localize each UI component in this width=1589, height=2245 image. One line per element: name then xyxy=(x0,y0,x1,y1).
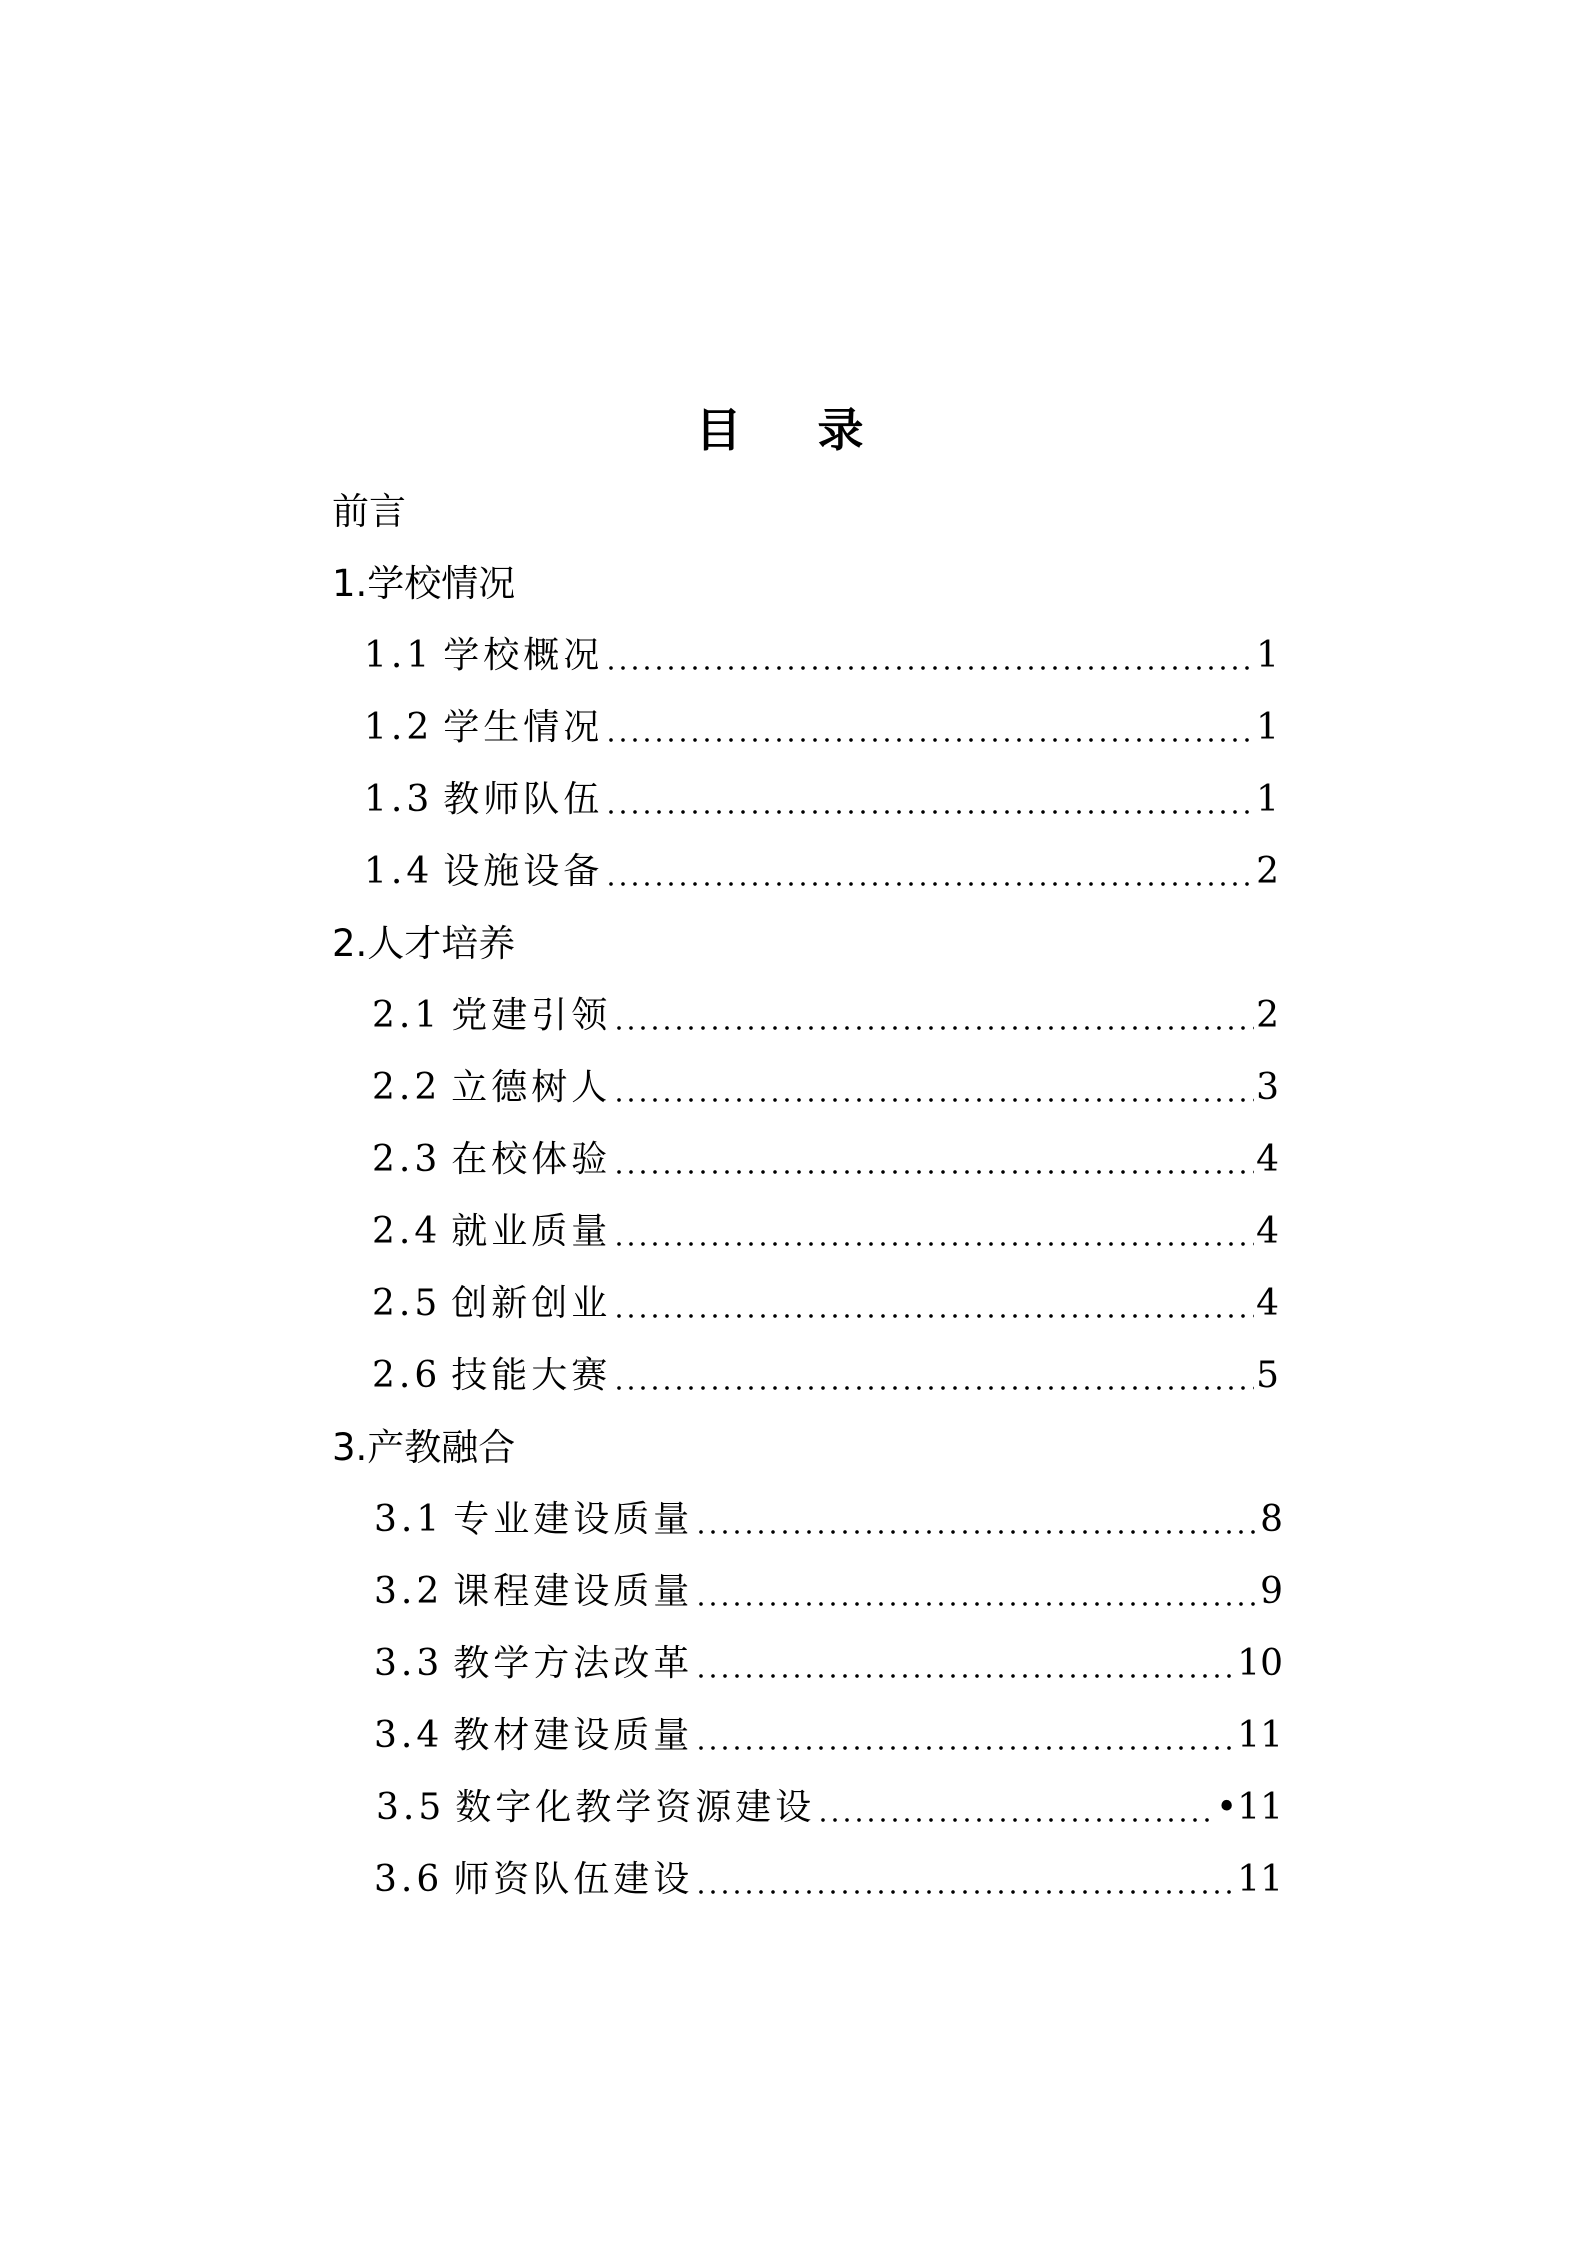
toc-entry-label: 数字化教学资源建设 xyxy=(455,1787,816,1828)
toc-entry-page: 4 xyxy=(1256,1283,1279,1324)
toc-entry-number: 3.1 xyxy=(374,1499,444,1540)
dot-leader xyxy=(605,666,1254,670)
toc-entry[interactable] xyxy=(0,1708,1589,1780)
toc-entry-label: 立德树人 xyxy=(451,1067,612,1108)
toc-entry-number: 3.6 xyxy=(374,1859,444,1900)
dot-leader xyxy=(695,1674,1235,1678)
toc-entry-label: 教师队伍 xyxy=(443,779,604,820)
dot-leader xyxy=(695,1890,1235,1894)
toc-entry-label: 专业建设质量 xyxy=(453,1499,694,1540)
toc-entry[interactable] xyxy=(0,1780,1589,1852)
toc-entry-page: 10 xyxy=(1237,1643,1283,1684)
toc-entry-number: 1.1 xyxy=(364,635,434,676)
toc-entry[interactable] xyxy=(0,988,1589,1060)
page-title: 目 录 xyxy=(695,403,894,457)
dot-leader xyxy=(613,1386,1254,1390)
toc-entry-page: 1 xyxy=(1256,779,1279,820)
toc-entry[interactable] xyxy=(0,1636,1589,1708)
toc-entry-number: 2.3 xyxy=(372,1139,442,1180)
toc-entry-label: 教学方法改革 xyxy=(453,1643,694,1684)
toc-entry[interactable] xyxy=(0,1060,1589,1132)
toc-entry[interactable] xyxy=(0,1852,1589,1924)
toc-entry-number: 3.4 xyxy=(374,1715,444,1756)
toc-entry-number: 2.6 xyxy=(372,1355,442,1396)
toc-entry-page: 1 xyxy=(1256,635,1279,676)
toc-entry[interactable] xyxy=(0,772,1589,844)
toc-entry[interactable] xyxy=(0,1564,1589,1636)
dot-leader xyxy=(613,1026,1254,1030)
toc-entry-label: 教材建设质量 xyxy=(453,1715,694,1756)
toc-section-heading[interactable]: 3.产教融合 xyxy=(332,1426,516,1469)
toc-entry[interactable] xyxy=(0,1348,1589,1420)
toc-entry-page: 2 xyxy=(1256,995,1279,1036)
toc-entry-number: 2.2 xyxy=(372,1067,442,1108)
toc-entry-number: 3.5 xyxy=(376,1787,446,1828)
toc-entry[interactable] xyxy=(0,700,1589,772)
toc-entry-page: •11 xyxy=(1215,1787,1283,1828)
dot-leader xyxy=(817,1818,1214,1822)
toc-entry-number: 2.4 xyxy=(372,1211,442,1252)
toc-entry-label: 创新创业 xyxy=(451,1283,612,1324)
toc-entry-number: 1.3 xyxy=(364,779,434,820)
toc-entry-page: 2 xyxy=(1256,851,1279,892)
toc-entry-page: 4 xyxy=(1256,1139,1279,1180)
dot-leader xyxy=(605,738,1254,742)
dot-leader xyxy=(613,1242,1254,1246)
toc-entry[interactable] xyxy=(0,628,1589,700)
toc-entry-page: 8 xyxy=(1260,1499,1283,1540)
toc-entry[interactable] xyxy=(0,1276,1589,1348)
toc-entry-label: 在校体验 xyxy=(451,1139,612,1180)
toc-entry-page: 3 xyxy=(1256,1067,1279,1108)
dot-leader xyxy=(613,1170,1254,1174)
toc-entry[interactable] xyxy=(0,1132,1589,1204)
toc-entry-label: 设施设备 xyxy=(443,851,604,892)
toc-entry-page: 4 xyxy=(1256,1211,1279,1252)
toc-entry-page: 1 xyxy=(1256,707,1279,748)
toc-entry-number: 1.2 xyxy=(364,707,434,748)
toc-entry-label: 党建引领 xyxy=(451,995,612,1036)
toc-entry[interactable] xyxy=(0,1492,1589,1564)
toc-section-heading[interactable]: 2.人才培养 xyxy=(332,922,516,965)
dot-leader xyxy=(605,810,1254,814)
dot-leader xyxy=(695,1602,1258,1606)
toc-entry[interactable] xyxy=(0,1204,1589,1276)
toc-entry-page: 9 xyxy=(1260,1571,1283,1612)
dot-leader xyxy=(613,1098,1254,1102)
dot-leader xyxy=(605,882,1254,886)
toc-entry-number: 3.2 xyxy=(374,1571,444,1612)
dot-leader xyxy=(695,1746,1235,1750)
toc-section-heading[interactable]: 1.学校情况 xyxy=(332,562,516,605)
toc-entry-number: 2.1 xyxy=(372,995,442,1036)
toc-entry-page: 5 xyxy=(1256,1355,1279,1396)
toc-entry-number: 1.4 xyxy=(364,851,434,892)
toc-entry-page: 11 xyxy=(1237,1859,1283,1900)
toc-entry-number: 3.3 xyxy=(374,1643,444,1684)
table-of-contents xyxy=(0,484,1589,1924)
toc-entry-label: 课程建设质量 xyxy=(453,1571,694,1612)
dot-leader xyxy=(613,1314,1254,1318)
toc-entry[interactable] xyxy=(0,844,1589,916)
toc-entry-label: 学校概况 xyxy=(443,635,604,676)
dot-leader xyxy=(695,1530,1258,1534)
toc-entry-label: 师资队伍建设 xyxy=(453,1859,694,1900)
toc-entry-label: 学生情况 xyxy=(443,707,604,748)
toc-entry-number: 2.5 xyxy=(372,1283,442,1324)
toc-entry-label: 技能大赛 xyxy=(451,1355,612,1396)
toc-preface[interactable]: 前言 xyxy=(332,490,406,533)
toc-entry-label: 就业质量 xyxy=(451,1211,612,1252)
toc-entry-page: 11 xyxy=(1237,1715,1283,1756)
